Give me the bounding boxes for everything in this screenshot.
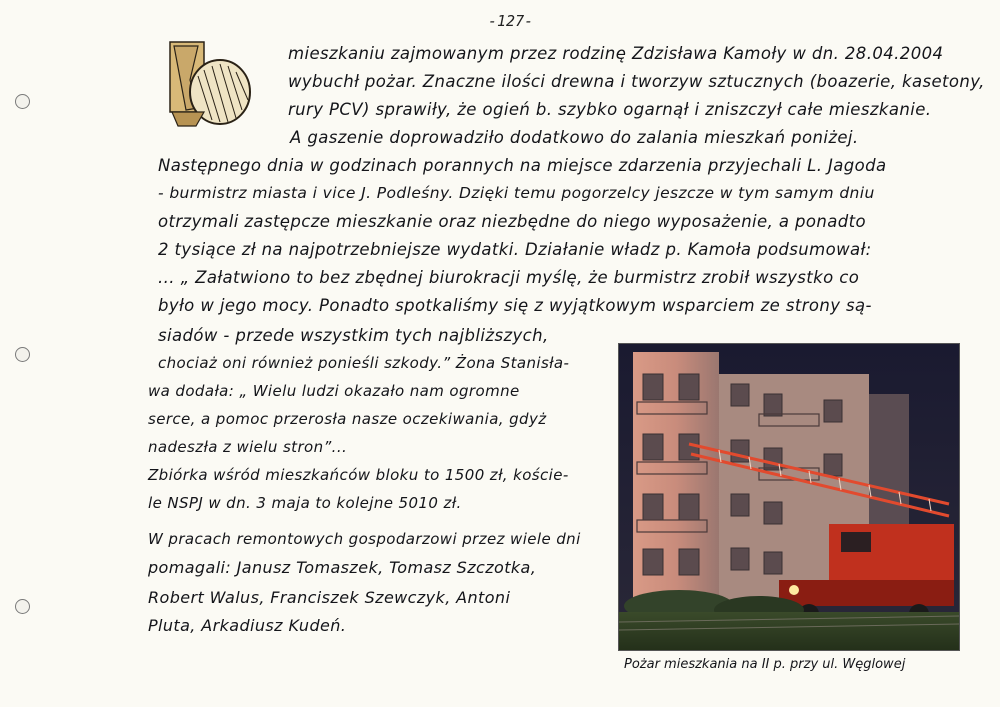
text-line: serce, a pomoc przerosła nasze oczekiwania, gdyż [148, 410, 547, 428]
text-line: było w jego mocy. Ponadto spotkaliśmy się z wyjątkowym wsparciem ze strony są- [158, 296, 872, 315]
fire-scene-image [619, 344, 959, 650]
text-line: pomagali: Janusz Tomaszek, Tomasz Szczotka, [148, 558, 537, 577]
text-line: Zbiórka wśród mieszkańców bloku to 1500 zł, koście- [148, 466, 569, 484]
page-number: -127- [488, 12, 534, 30]
text-line: ... „ Załatwiono to bez zbędnej biurokracji myślę, że burmistrz zrobił wszystko co [158, 268, 860, 287]
fire-photo [618, 343, 960, 651]
text-line: Robert Walus, Franciszek Szewczyk, Antoni [148, 588, 511, 607]
text-line: wa dodała: „ Wielu ludzi okazało nam ogromne [148, 382, 520, 400]
text-line: 2 tysiące zł na najpotrzebniejsze wydatki. Działanie władz p. Kamoła podsumował: [158, 240, 872, 259]
text-line: otrzymali zastępcze mieszkanie oraz niezbędne do niego wyposażenie, a ponadto [158, 212, 867, 231]
photo-caption: Pożar mieszkania na II p. przy ul. Węglowej [624, 657, 906, 672]
binder-hole [15, 599, 30, 614]
decorated-initial-w-icon [168, 40, 254, 128]
binder-hole [15, 94, 30, 109]
text-line: rury PCV) sprawiły, że ogień b. szybko ogarnął i zniszczył całe mieszkanie. [288, 100, 932, 119]
text-line: Pluta, Arkadiusz Kudeń. [148, 616, 347, 635]
text-line: - burmistrz miasta i vice J. Podleśny. Dzięki temu pogorzelcy jeszcze w tym samym dniu [158, 184, 875, 202]
text-line: W pracach remontowych gospodarzowi przez wiele dni [148, 530, 581, 548]
text-line: wybuchł pożar. Znaczne ilości drewna i tworzyw sztucznych (boazerie, kasetony, [288, 72, 985, 91]
text-line: le NSPJ w dn. 3 maja to kolejne 5010 zł. [148, 494, 462, 512]
text-line: A gaszenie doprowadziło dodatkowo do zalania mieszkań poniżej. [290, 128, 859, 147]
text-line: chociaż oni również ponieśli szkody.” Żona Stanisła- [158, 354, 570, 372]
text-line: Następnego dnia w godzinach porannych na miejsce zdarzenia przyjechali L. Jagoda [158, 156, 887, 175]
binder-hole [15, 347, 30, 362]
text-line: siadów - przede wszystkim tych najbliższych, [158, 326, 549, 345]
text-line: nadeszła z wielu stron”... [148, 438, 348, 456]
text-line: mieszkaniu zajmowanym przez rodzinę Zdzisława Kamoły w dn. 28.04.2004 [288, 44, 944, 63]
